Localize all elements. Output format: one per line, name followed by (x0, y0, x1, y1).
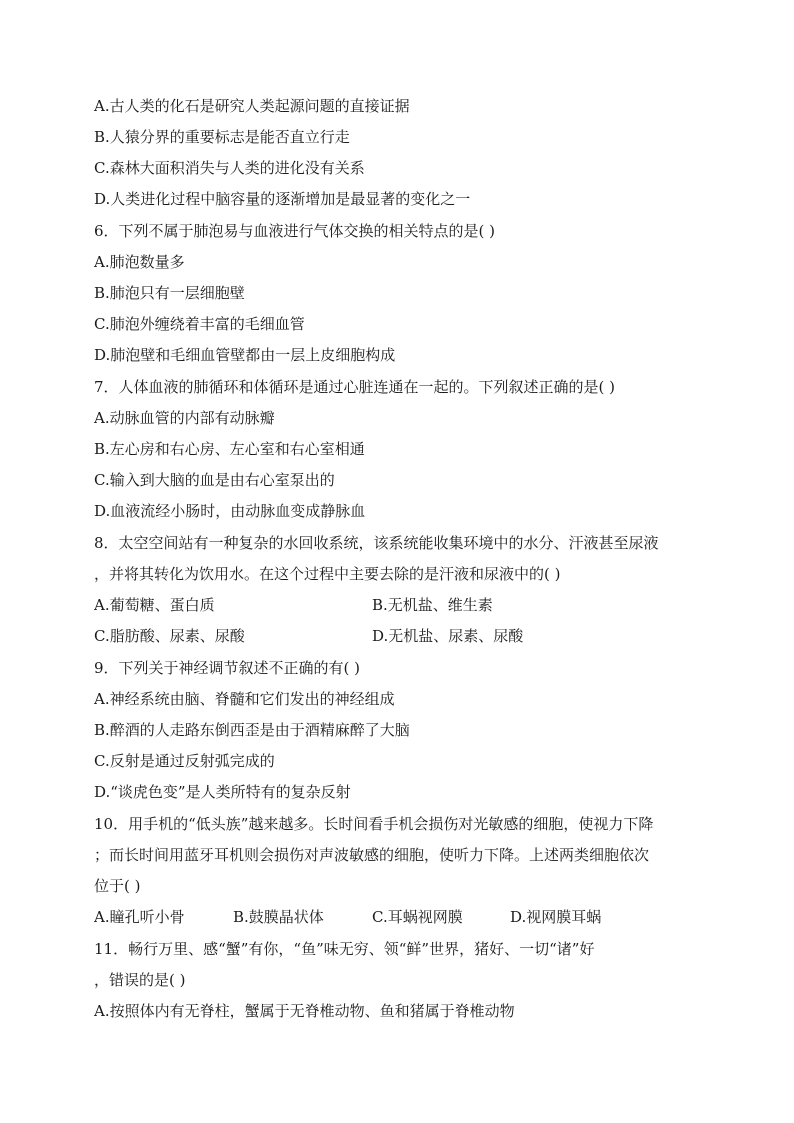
q10-option-a: A.瞳孔听小骨 (94, 908, 185, 926)
q11-stem-line1: 11．畅行万里、感“蟹”有你，“鱼”味无穷、领“鲜”世界，猪好、一切“诸”好 (94, 940, 595, 958)
q8-options-row1 (94, 595, 215, 615)
q6-option-d: D.肺泡壁和毛细血管壁都由一层上皮细胞构成 (94, 346, 396, 364)
q10-stem-line2: ；而长时间用蓝牙耳机则会损伤对声波敏感的细胞，使听力下降。上述两类细胞依次 (94, 846, 650, 864)
q8-option-c: C.脂肪酸、尿素、尿酸 (94, 627, 245, 645)
q9-stem: 9．下列关于神经调节叙述不正确的有( ) (94, 659, 361, 677)
q6-stem: 6．下列不属于肺泡易与血液进行气体交换的相关特点的是( ) (94, 222, 496, 240)
q9-option-a: A.神经系统由脑、脊髓和它们发出的神经组成 (94, 690, 395, 708)
q9-option-b: B.醉酒的人走路东倒西歪是由于酒精麻醉了大脑 (94, 721, 410, 739)
q7-option-d: D.血液流经小肠时，由动脉血变成静脉血 (94, 502, 366, 520)
q10-stem-line1: 10．用手机的“低头族”越来越多。长时间看手机会损伤对光敏感的细胞，使视力下降 (94, 815, 654, 833)
q8-stem-line2: ，并将其转化为饮用水。在这个过程中主要去除的是汗液和尿液中的( ) (94, 565, 561, 583)
q11-option-a: A.按照体内有无脊柱，蟹属于无脊椎动物、鱼和猪属于脊椎动物 (94, 1002, 515, 1020)
q10-option-d: D.视网膜耳蜗 (510, 908, 602, 926)
q7-stem: 7．人体血液的肺循环和体循环是通过心脏连通在一起的。下列叙述正确的是( ) (94, 378, 616, 396)
q9-option-d: D.“谈虎色变”是人类所特有的复杂反射 (94, 783, 351, 801)
q10-stem-line3: 位于( ) (94, 877, 141, 895)
q8-option-b: B.无机盐、维生素 (372, 596, 493, 614)
q7-option-a: A.动脉血管的内部有动脉瓣 (94, 409, 275, 427)
q10-option-c: C.耳蜗视网膜 (372, 908, 463, 926)
q8-stem-line1: 8．太空空间站有一种复杂的水回收系统，该系统能收集环境中的水分、汗液甚至尿液 (94, 534, 659, 552)
q10-option-b: B.鼓膜晶状体 (233, 908, 324, 926)
q5-option-c: C.森林大面积消失与人类的进化没有关系 (94, 159, 365, 177)
q8-option-d: D.无机盐、尿素、尿酸 (372, 627, 524, 645)
q6-option-a: A.肺泡数量多 (94, 253, 185, 271)
q7-option-b: B.左心房和右心房、左心室和右心室相通 (94, 440, 365, 458)
q5-option-a: A.古人类的化石是研究人类起源问题的直接证据 (94, 97, 410, 115)
q5-option-d: D.人类进化过程中脑容量的逐渐增加是最显著的变化之一 (94, 190, 471, 208)
q6-option-c: C.肺泡外缠绕着丰富的毛细血管 (94, 315, 305, 333)
q9-option-c: C.反射是通过反射弧完成的 (94, 752, 275, 770)
q7-option-c: C.输入到大脑的血是由右心室泵出的 (94, 471, 335, 489)
q11-stem-line2: ，错误的是( ) (94, 971, 186, 989)
q5-option-b: B.人猿分界的重要标志是能否直立行走 (94, 128, 350, 146)
q8-option-a: A.葡萄糖、蛋白质 (94, 596, 215, 614)
q6-option-b: B.肺泡只有一层细胞壁 (94, 284, 245, 302)
